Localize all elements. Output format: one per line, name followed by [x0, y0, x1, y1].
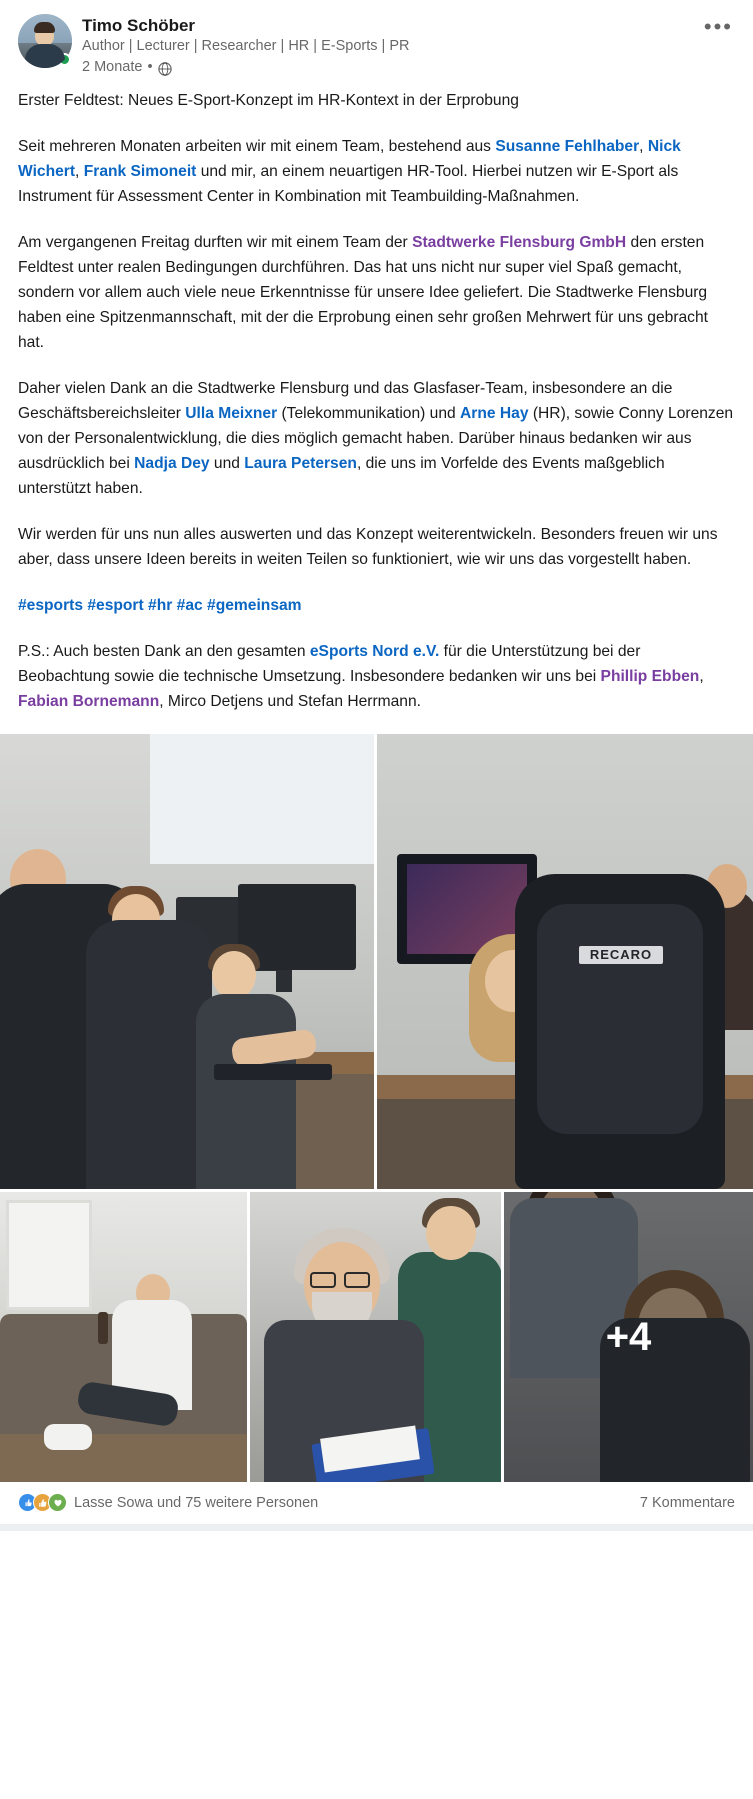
- meta-separator: •: [147, 59, 153, 75]
- post-header: [0, 0, 753, 80]
- social-counts-bar: [0, 1482, 753, 1524]
- paragraph-5: [18, 639, 735, 714]
- paragraph-1: [18, 134, 735, 209]
- media-row-top: [0, 734, 753, 1189]
- mention-ulla-meixner[interactable]: Ulla Meixner: [185, 405, 278, 422]
- p5-text-d: , Mirco Detjens und Stefan Herrmann.: [159, 693, 421, 710]
- p5-text-a: P.S.: Auch besten Dank an den gesamten: [18, 643, 310, 660]
- p1-text-c: ,: [75, 163, 84, 180]
- reaction-icons[interactable]: [18, 1493, 67, 1512]
- hashtag-gemeinsam[interactable]: #gemeinsam: [207, 597, 302, 614]
- mention-frank-simoneit[interactable]: Frank Simoneit: [83, 163, 197, 180]
- p4-text: Wir werden für uns nun alles auswerten und das Konzept weiterentwickeln. Besonders freuen wir uns aber, dass unsere Ideen bereits in weiten Teilen so funktioniert, wie wir uns das vorgestellt haben.: [18, 526, 718, 568]
- post-headline-paragraph: [18, 88, 735, 113]
- reactions-text[interactable]: Lasse Sowa und 75 weitere Personen: [74, 1494, 319, 1511]
- post-image-2[interactable]: [377, 734, 753, 1189]
- more-images-overlay[interactable]: +4: [504, 1192, 753, 1482]
- p5-text-b: für die Unterstützung bei der Beobachtung sowie die technische Umsetzung. Insbesondere bedanken wir uns bei: [18, 643, 641, 685]
- post-content: [0, 80, 753, 734]
- p3-text-b: (Telekommunikation) und: [277, 405, 461, 422]
- author-name[interactable]: Timo Schöber: [82, 16, 196, 35]
- mention-susanne-fehlhaber[interactable]: Susanne Fehlhaber: [495, 138, 640, 155]
- hashtag-list: [18, 593, 735, 618]
- mention-stadtwerke-flensburg[interactable]: Stadtwerke Flensburg GmbH: [412, 234, 627, 251]
- mention-laura-petersen[interactable]: Laura Petersen: [244, 455, 357, 472]
- post-image-3[interactable]: [0, 1192, 247, 1482]
- p1-text-b: ,: [639, 138, 648, 155]
- author-headline: Author | Lecturer | Researcher | HR | E-Sports | PR: [82, 38, 410, 54]
- media-row-bottom: [0, 1192, 753, 1482]
- mention-fabian-bornemann[interactable]: Fabian Bornemann: [18, 693, 160, 710]
- mention-arne-hay[interactable]: Arne Hay: [460, 405, 529, 422]
- p5-text-c: ,: [699, 668, 704, 685]
- post-media-grid: [0, 734, 753, 1482]
- reactions-group[interactable]: [18, 1493, 318, 1512]
- author-block: [82, 14, 694, 76]
- p2-text-a: Am vergangenen Freitag durften wir mit einem Team der: [18, 234, 413, 251]
- post-image-1[interactable]: [0, 734, 374, 1189]
- avatar[interactable]: [18, 14, 72, 68]
- post-headline: Erster Feldtest: Neues E-Sport-Konzept im HR-Kontext in der Erprobung: [18, 92, 519, 109]
- p2-text-b: den ersten Feldtest unter realen Bedingungen durchführen. Das hat uns nicht nur super viel Spaß gemacht, sondern vor allem auch viele neue Erkenntnisse für unsere Idee geliefert. Die Stadtwerke Flensburg haben eine Spitzenmannschaft, mit der die Erprobung einen sehr großen Mehrwert für uns gebracht hat.: [18, 234, 708, 351]
- comments-count[interactable]: 7 Kommentare: [639, 1494, 735, 1511]
- p3-text-a: Daher vielen Dank an die Stadtwerke Flensburg und das Glasfaser-Team, insbesondere an die Geschäftsbereichsleiter: [18, 380, 673, 422]
- mention-nick-wichert[interactable]: Nick Wichert: [18, 138, 681, 180]
- p3-text-d: und: [209, 455, 245, 472]
- p1-text-a: Seit mehreren Monaten arbeiten wir mit einem Team, bestehend aus: [18, 138, 496, 155]
- p3-text-e: , die uns im Vorfelde des Events maßgeblich unterstützt haben.: [18, 455, 665, 497]
- mention-esports-nord[interactable]: eSports Nord e.V.: [309, 643, 440, 660]
- post-image-5[interactable]: [504, 1192, 753, 1482]
- globe-icon: [158, 62, 172, 76]
- mention-nadja-dey[interactable]: Nadja Dey: [134, 455, 210, 472]
- hashtag-hr[interactable]: #hr: [148, 597, 173, 614]
- hashtag-esport[interactable]: #esport: [87, 597, 144, 614]
- support-icon: [48, 1493, 67, 1512]
- post-menu-button[interactable]: •••: [703, 14, 733, 39]
- paragraph-2: [18, 230, 735, 355]
- avatar-image[interactable]: [18, 14, 72, 68]
- post-image-4[interactable]: [250, 1192, 501, 1482]
- p1-text-d: und mir, an einem neuartigen HR-Tool. Hierbei nutzen wir E-Sport als Instrument für Assessment Center in Kombination mit Teambuilding-Maßnahmen.: [18, 163, 679, 205]
- bottom-divider: [0, 1524, 753, 1531]
- paragraph-4: [18, 522, 735, 572]
- post-meta: [82, 58, 694, 76]
- p3-text-c: (HR), sowie Conny Lorenzen von der Personalentwicklung, die dies möglich gemacht haben. Darüber hinaus bedanken wir aus ausdrücklich bei: [18, 405, 734, 472]
- mention-phillip-ebben[interactable]: Phillip Ebben: [600, 668, 700, 685]
- paragraph-3: [18, 376, 735, 501]
- hashtag-esports[interactable]: #esports: [18, 597, 84, 614]
- hashtag-ac[interactable]: #ac: [176, 597, 203, 614]
- recaro-logo: RECARO: [579, 946, 663, 964]
- post-time: 2 Monate: [82, 59, 143, 75]
